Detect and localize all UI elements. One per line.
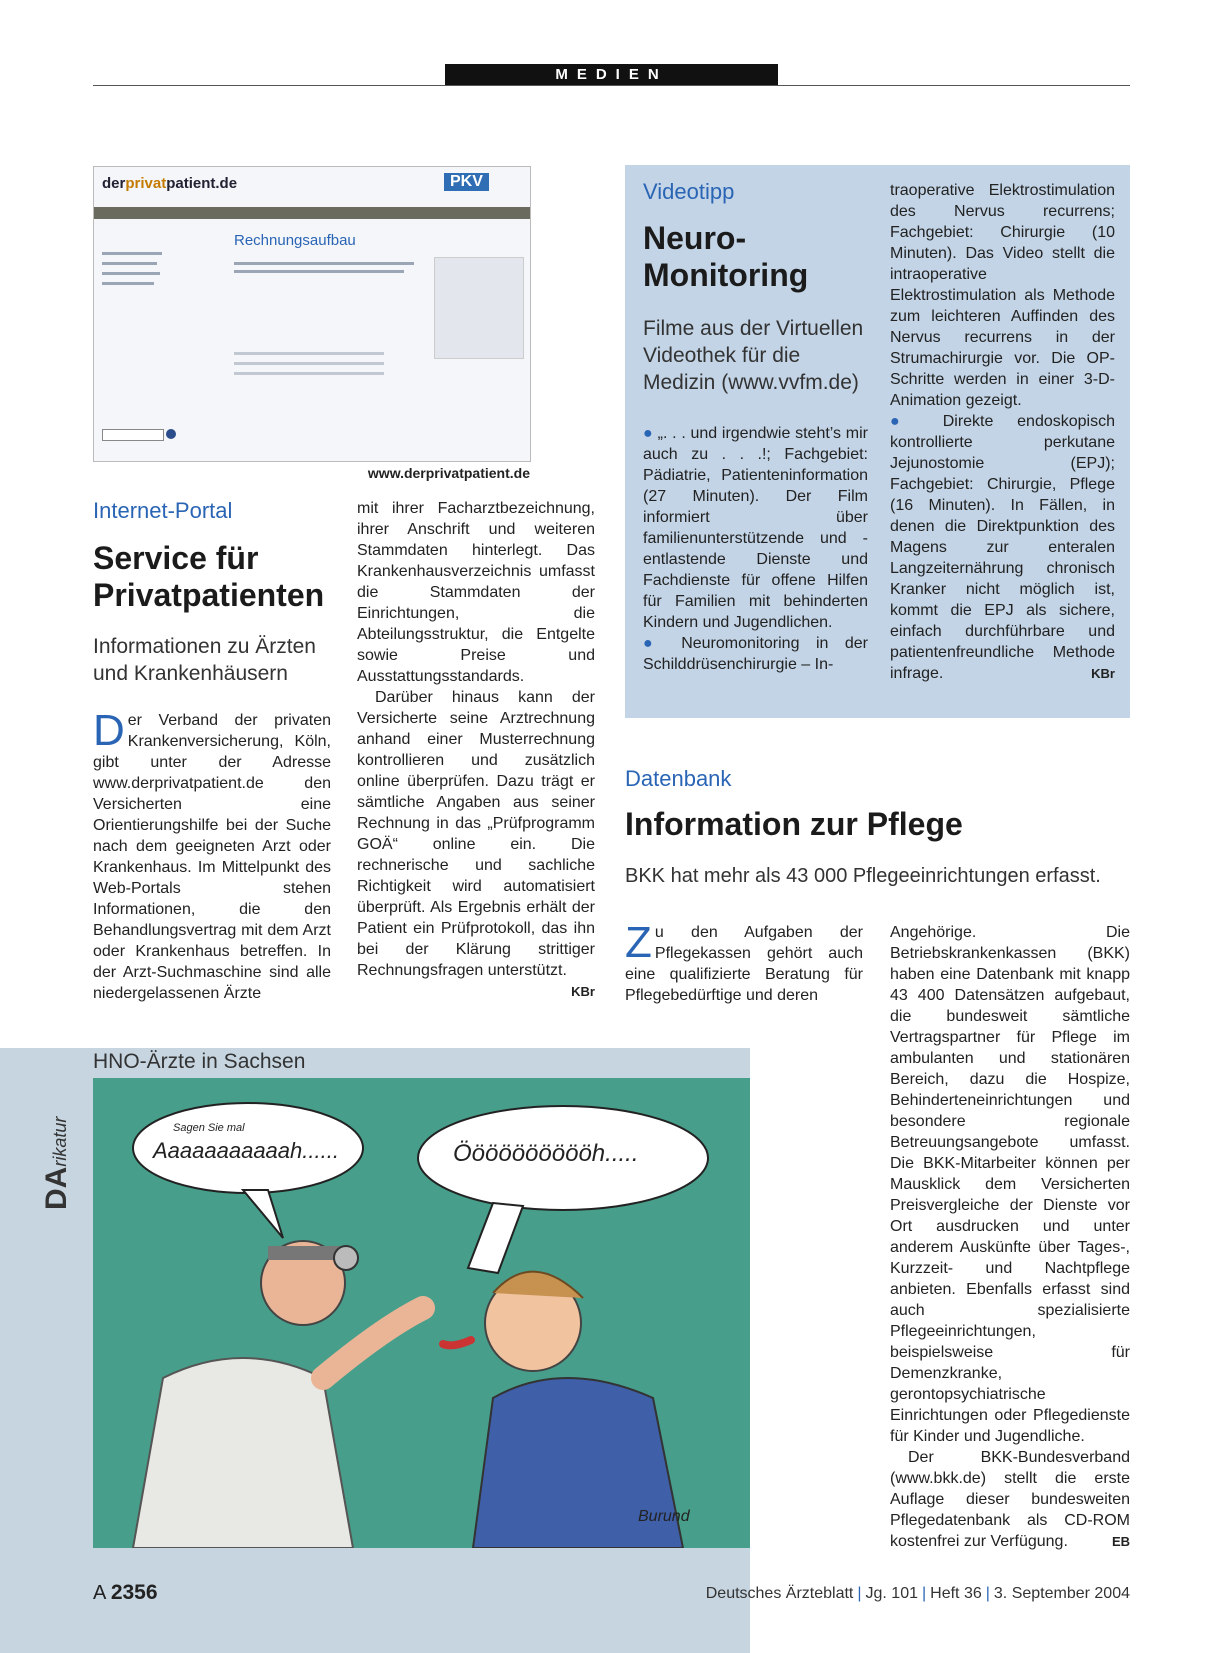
website-table-line [234,362,384,365]
website-text-line [234,262,414,265]
website-link-line [102,262,157,265]
videotipp-subtitle: Filme aus der Virtuellen Videothek für die Medizin (www.vvfm.de) [643,317,864,394]
website-table-line [234,352,384,355]
website-news-box [434,257,524,359]
website-link-line [102,272,160,275]
article1-kicker: Internet-Portal [93,498,233,523]
videotipp-column-2: traoperative Elektrostimulation des Nervus recurrens; Fachgebiet: Chirurgie (10 Minuten). Das Video stellt die intraoperative Elektrostimulation als Methode zum leichteren Auffinden des Nervus recurrens in der Strumachirurgie vor. Die OP-Schritte werden in einer 3-D-Animation gezeigt. ● Direkte endoskopisch kontrollierte perkutane Jejunostomie (EPJ); Fachgebiet: Chirurgie, Pflege (16 Minuten). In Fällen, in denen die Direktpunktion des Magens zur enteralen Langzeiternährung chronisch Kranker nicht möglich ist, kommt die EPJ als sichere, einfach durchführbare und patientenfreundliche Methode infrage. KBr [890,182,1115,682]
videotipp-kicker: Videotipp [643,179,735,204]
bullet-icon: ● [643,425,653,442]
search-icon [166,429,176,439]
article1-column-1: Der Verband der privaten Krankenversicherung, Köln, gibt unter der Adresse www.derprivatpatient.de den Versicherten eine Orientierungshilfe bei der Suche nach dem geeigneten Arzt oder Krankenhaus. Im Mittelpunkt des Web-Portals stehen Informationen, die den Behandlungsvertrag mit dem Arzt oder Krankenhaus betreffen. In der Arzt-Suchmaschine sind alle niedergelassenen Ärzte [93,706,331,1002]
website-link-line [102,252,162,255]
website-text-line [234,270,404,273]
website-search-field [102,429,164,441]
head-mirror-band [268,1246,343,1260]
bullet-icon: ● [643,635,665,652]
article2-column-1: Zu den Aufgaben der Pflegekassen gehört auch eine qualifizierte Beratung für Pflegebedürftige und deren [625,918,863,1004]
website-page-title: Rechnungsaufbau [234,232,356,249]
article2-column-2: Angehörige. Die Betriebskrankenkassen (BKK) haben eine Datenbank mit knapp 43 400 Datensätzen aufgebaut, die bundesweit sämtliche Vertragspartner für Pflege im ambulanten und stationären Bereich, dazu die Hospize, Behinderteneinrichtungen und besondere regionale Betreuungsangebote umfasst. Die BKK-Mitarbeiter können per Mausklick dem Versicherten Preisvergleiche der Dienste vor Ort ausdrucken und unter anderem Auskünfte über Tages-, Kurzzeit- und Nachtpflege anbieten. Ebenfalls erfasst sind auch spezialisierte Pflegeeinrichtungen, beispielsweise für Demenzkranke, gerontopsychiatrische Einrichtungen oder Pflegedienste für Kinder und Jugendliche. Der BKK-Bundesverband (www.bkk.de) stellt die erste Auflage dieser bundesweiten Pflegedatenbank als CD-ROM kostenfrei zur Verfügung. EB [890,924,1130,1550]
website-table-line [234,372,384,375]
videotipp-box [625,165,1130,718]
website-nav-bar [94,207,530,219]
cartoonist-signature: Burund [638,1508,690,1525]
dropcap: Z [625,918,652,967]
article1-headline: Service für Privatpatienten [93,540,325,613]
da-karikatur-logo: DArikatur [40,1116,73,1210]
website-logo: derprivatpatient.de [102,175,238,192]
page-number: A 2356 [93,1581,158,1604]
screenshot-caption: www.derprivatpatient.de [367,465,530,481]
article2-subtitle: BKK hat mehr als 43 000 Pflegeeinrichtungen erfasst. [625,865,1101,887]
article1-subtitle: Informationen zu Ärzten und Krankenhäusern [93,635,316,685]
bubble1-small-text: Sagen Sie mal [173,1122,245,1134]
videotipp-headline: Neuro- Monitoring [643,220,809,293]
cartoon-title: HNO-Ärzte in Sachsen [93,1050,306,1073]
videotipp-signature: KBr [1091,666,1115,681]
section-label: MEDIEN [445,64,778,86]
bubble1-text: Aaaaaaaaaaah...... [153,1138,339,1163]
article1-signature: KBr [571,984,595,999]
head-mirror [334,1246,358,1270]
website-screenshot [93,166,531,462]
article1-column-2: mit ihrer Facharztbezeichnung, ihrer Anschrift und weiteren Stammdaten hinterlegt. Das Krankenhausverzeichnis umfasst die Stammdaten der Einrichtungen, die Abteilungsstruktur, die Entgelte sowie Preise und Ausstattungsstandards. Darüber hinaus kann der Versicherte seine Arztrechnung anhand einer Musterrechnung kontrollieren und zusätzlich online überprüfen. Dazu trägt er sämtliche Angaben aus seiner Rechnung in das „Prüfprogramm GOÄ“ online ein. Die rechnerische und sachliche Richtigkeit wird automatisiert überprüft. Als Ergebnis erhält der Patient ein Prüfprotokoll, das ihn bei der Klärung strittiger Rechnungsfragen unterstützt. KBr [357,498,595,1002]
cartoon-image [93,1078,750,1548]
videotipp-column-1: ● „. . . und irgendwie steht’s mir auch zu . . .!; Fachgebiet: Pädiatrie, Patienteninformation (27 Minuten). Der Film informiert über familienunterstützende und -entlastende Dienste und Fachdienste für offene Hilfen für Familien mit behinderten Kindern und Jugendlichen. ● Neuromonitoring in der Schilddrüsenchirurgie – In- [643,425,868,673]
website-link-line [102,282,154,285]
article2-headline: Information zur Pflege [625,806,963,842]
bubble2-text: Ööööööööööh..... [453,1140,639,1167]
dropcap: D [93,706,125,755]
pkv-badge: PKV [444,173,489,191]
bullet-icon: ● [890,413,919,430]
journal-footer: Deutsches Ärzteblatt | Jg. 101 | Heft 36 | 3. September 2004 [705,1585,1130,1602]
article2-kicker: Datenbank [625,766,732,791]
article2-signature: EB [1111,1534,1130,1549]
header-rule [93,85,1130,86]
